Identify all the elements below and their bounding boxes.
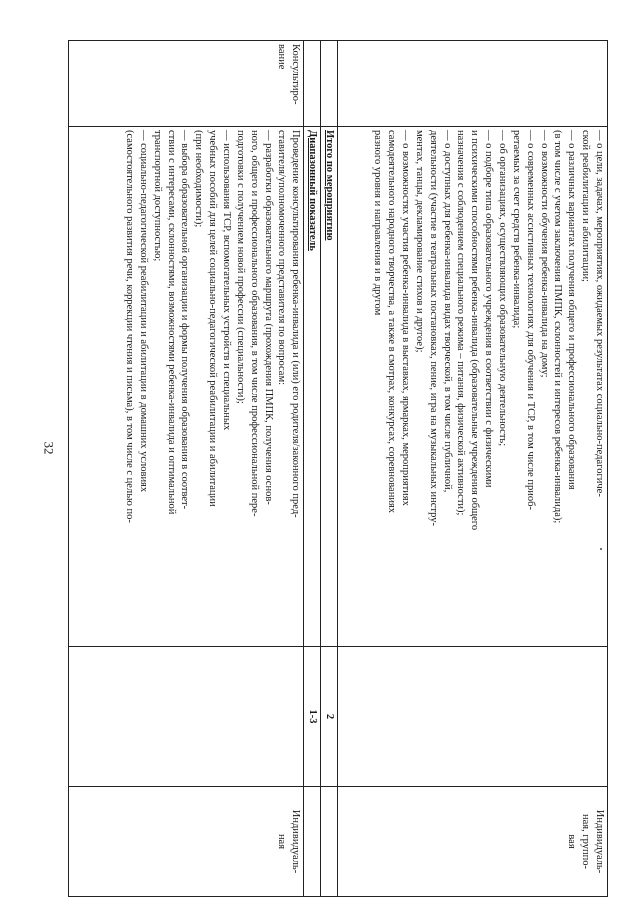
cell-content: [338, 127, 608, 647]
table-row-range: [304, 41, 321, 897]
range-value: 1-3: [304, 647, 321, 787]
cell-consultation-content: [69, 127, 304, 647]
cell-consultation-form: Индивидуаль- ная: [69, 787, 304, 897]
total-label: Итого по мероприятию: [321, 127, 338, 647]
content-line: деятельности (участие в театральных постановках, пение, игра на музыкальных инстру-: [427, 130, 439, 526]
content-line: и психическими способностями ребенка-инвалида (образовательные учреждения общего: [469, 130, 481, 531]
content-line: — об организациях, осуществляющих образовательную деятельность;: [496, 130, 508, 447]
page-number: 32: [41, 441, 57, 455]
content-line: — о современных ассистивных технологиях для обучения и ТСР, в том числе приоб-: [524, 130, 536, 511]
content-line: ментах, танцы, декламирование стихов и другое);: [413, 130, 425, 353]
content-line: — разработки образовательного маршрута (прохождения ПМПК, получения основ-: [262, 130, 274, 505]
content-line: — социально-педагогической реабилитации и абилитации в домашних условиях: [137, 130, 149, 493]
content-line: назначения с соблюдением специального режима – питания, физической активности);: [455, 130, 467, 516]
cell-quantity: [338, 647, 608, 787]
content-line: — о подборе типа образовательного учреждения в соответствии с физическими: [483, 130, 495, 488]
cell-form: Индивидуаль- ная, группо- вая: [338, 787, 608, 897]
content-line: (при необходимости);: [193, 130, 205, 228]
table-row-continuation: [338, 41, 608, 897]
content-line: — использования ТСР, вспомогательных устройств и специальных: [220, 130, 232, 431]
content-line: ретаемых за счет средств ребенка-инвалида;: [510, 130, 522, 329]
content-line: (в том числе с учетом заключения ПМПК, склонностей и интересов ребенка-инвалида);: [552, 130, 564, 524]
content-line: транспортной доступностью;: [151, 130, 163, 262]
content-line: ствии с интересами, склонностями, возможностями ребенка-инвалида и оптимальной: [165, 130, 177, 515]
content-line: — о различных вариантах получения общего и профессионального образования: [566, 130, 578, 490]
content-line: ставителя/уполномоченного представителя по вопросам:: [276, 130, 288, 386]
cell-service-name: [338, 41, 608, 127]
content-line: ской реабилитации и абилитации;: [580, 130, 592, 282]
content-line: самодеятельного народного творчества, а также в смотрах, конкурсах, соревнованиях: [386, 130, 398, 514]
document-table-frame: [68, 40, 608, 896]
content-line: подготовки с получением новой профессии (специальности);: [234, 130, 246, 404]
total-value: 2: [321, 647, 338, 787]
content-line: — о возможностях участия ребенка-инвалида в выставках, ярмарках, мероприятиях: [399, 130, 411, 506]
table-row-total: [321, 41, 338, 897]
content-line: — выбора образовательной организации и формы получения образования в соответ-: [179, 130, 191, 510]
content-line: ного, общего и профессионального образования, в том числе профессиональной пере-: [248, 130, 260, 517]
table-row-consultation: [69, 41, 304, 897]
content-line: Проведение консультирования ребенка-инвалида и (или) его родителя/законного пред-: [290, 130, 302, 518]
content-line: — о возможности обучения ребенка-инвалида на дому;: [538, 130, 550, 378]
cell-consultation-quantity: [69, 647, 304, 787]
cell-consultation-name: Консультиро- вание: [69, 41, 304, 127]
content-line: разного уровня и направления и в другом: [372, 130, 384, 316]
content-line: — о доступных для ребенка-инвалида видах творческой, в том числе публичной,: [441, 130, 453, 493]
content-line: — о цели, задачах, мероприятиях, ожидаемых результатах социально-педагогиче-: [594, 130, 605, 497]
content-line: учебных пособий для целей социально-педагогической реабилитации и абилитации: [207, 130, 219, 507]
activities-table: [68, 40, 608, 897]
range-label: Диапазонный показатель: [304, 127, 321, 647]
content-line: (самостоятельного развития речи, коррекции чтения и письма), в том числе с целью по-: [123, 130, 135, 523]
